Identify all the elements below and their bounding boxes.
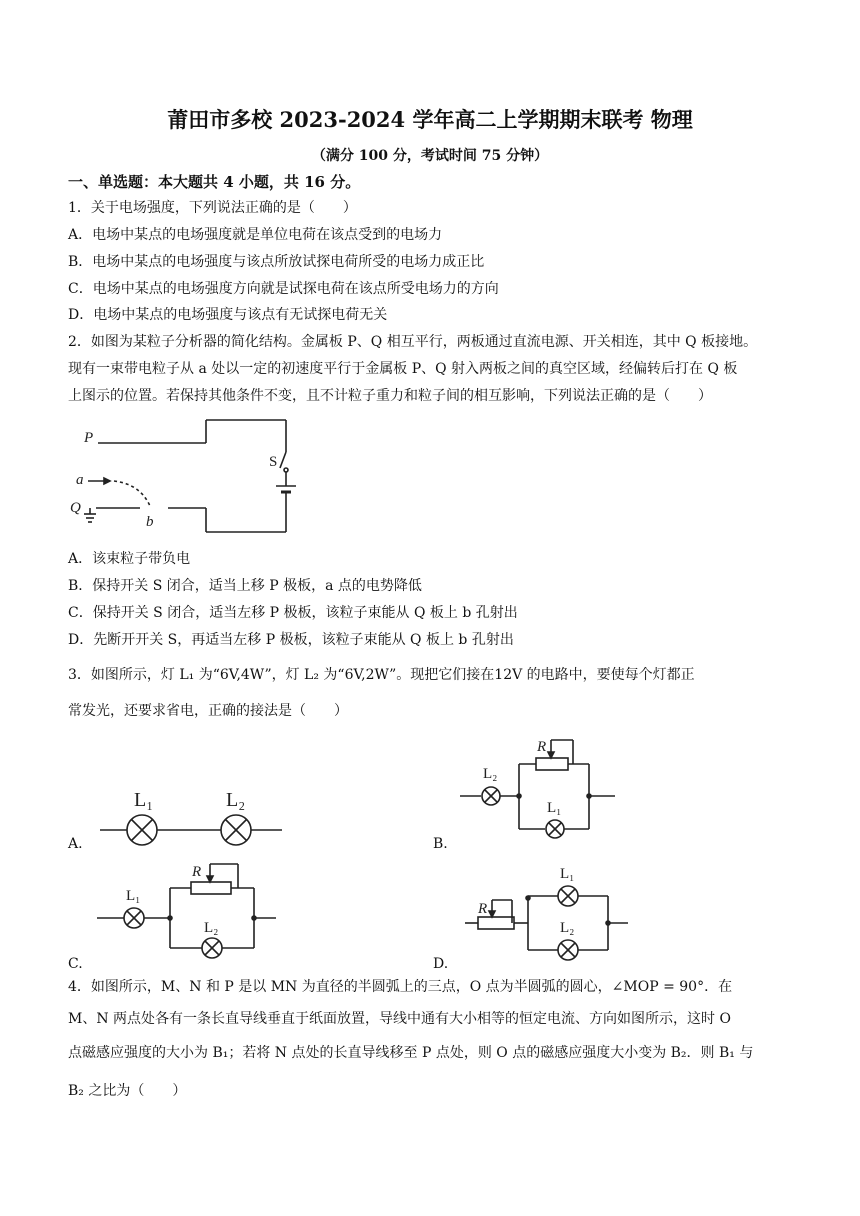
q3-figure-a — [90, 780, 290, 840]
q1-stem: 1．关于电场强度，下列说法正确的是（ ） — [68, 200, 357, 216]
q2-stem-line3: 上图示的位置。若保持其他条件不变，且不计粒子重力和粒子间的相互影响，下列说法正确的是（ ） — [68, 388, 712, 404]
label-r: R — [537, 739, 547, 755]
label-b: b — [146, 514, 154, 530]
label-r: R — [192, 864, 202, 880]
q2-stem-line1: 2．如图为某粒子分析器的简化结构。金属板 P、Q 相互平行，两板通过直流电源、开关相连，其中 Q 板接地。 — [68, 334, 758, 350]
q3-figure-c — [92, 858, 282, 958]
q3-figure-b — [455, 734, 625, 834]
q2-option-c: C．保持开关 S 闭合，适当左移 P 极板，该粒子束能从 Q 板上 b 孔射出 — [68, 605, 518, 621]
q3-stem-line1: 3．如图所示，灯 L₁ 为“6V,4W”，灯 L₂ 为“6V,2W”。现把它们接在12V 的电路中，要使每个灯都正 — [68, 667, 695, 683]
q3-figure-d — [460, 858, 635, 958]
label-l2: L₂ — [560, 920, 575, 936]
q1-option-a: A．电场中某点的电场强度就是单位电荷在该点受到的电场力 — [68, 227, 443, 243]
switch-s — [280, 452, 286, 468]
section-heading: 一、单选题：本大题共 4 小题，共 16 分。 — [68, 173, 361, 191]
q4-stem-line3: 点磁感应强度的大小为 B₁；若将 N 点处的长直导线移至 P 点处，则 O 点的磁感应强度大小变为 B₂．则 B₁ 与 — [68, 1045, 754, 1061]
q2-option-a: A．该束粒子带负电 — [68, 551, 191, 567]
label-p: P — [84, 430, 94, 446]
option-c-label: C. — [68, 956, 83, 972]
q1-option-b: B．电场中某点的电场强度与该点所放试探电荷所受的电场力成正比 — [68, 254, 485, 270]
label-l2: L₂ — [204, 920, 219, 936]
rheostat-r — [191, 882, 231, 894]
label-l1: L₁ — [560, 866, 575, 882]
q2-option-d: D．先断开开关 S，再适当左移 P 极板，该粒子束能从 Q 板上 b 孔射出 — [68, 632, 514, 648]
q1-option-d: D．电场中某点的电场强度与该点有无试探电荷无关 — [68, 307, 388, 323]
q2-circuit-figure — [60, 410, 310, 540]
q4-stem-line4: B₂ 之比为（ ） — [68, 1083, 187, 1099]
q2-stem-line2: 现有一束带电粒子从 a 处以一定的初速度平行于金属板 P、Q 射入两板之间的真空区域，经偏转后打在 Q 板 — [68, 361, 738, 377]
label-l2: L₂ — [226, 789, 246, 811]
q1-option-c: C．电场中某点的电场强度方向就是试探电荷在该点所受电场力的方向 — [68, 281, 499, 297]
label-l2: L₂ — [483, 766, 498, 782]
label-q: Q — [70, 500, 81, 516]
label-l1: L₁ — [126, 888, 141, 904]
exam-info: （满分 100 分，考试时间 75 分钟） — [311, 148, 549, 164]
option-b-label: B. — [433, 836, 448, 852]
option-a-label: A. — [68, 836, 83, 852]
label-s: S — [269, 454, 278, 470]
q3-stem-line2: 常发光，还要求省电，正确的接法是（ ） — [68, 703, 348, 719]
rheostat-r — [536, 758, 568, 770]
q4-stem-line1: 4．如图所示，M、N 和 P 是以 MN 为直径的半圆弧上的三点，O 点为半圆弧的圆心，∠MOP = 90°．在 — [68, 979, 733, 995]
q4-stem-line2: M、N 两点处各有一条长直导线垂直于纸面放置，导线中通有大小相等的恒定电流、方向如图所示，这时 O — [68, 1011, 731, 1027]
label-a: a — [76, 472, 84, 488]
label-l1: L₁ — [547, 800, 562, 816]
particle-trajectory — [114, 481, 150, 506]
q2-option-b: B．保持开关 S 闭合，适当上移 P 极板，a 点的电势降低 — [68, 578, 422, 594]
label-l1: L₁ — [134, 789, 154, 811]
page-title: 莆田市多校 2023-2024 学年高二上学期期末联考 物理 — [167, 107, 693, 132]
option-d-label: D. — [433, 956, 449, 972]
rheostat-r — [478, 917, 514, 929]
label-r: R — [478, 901, 488, 917]
